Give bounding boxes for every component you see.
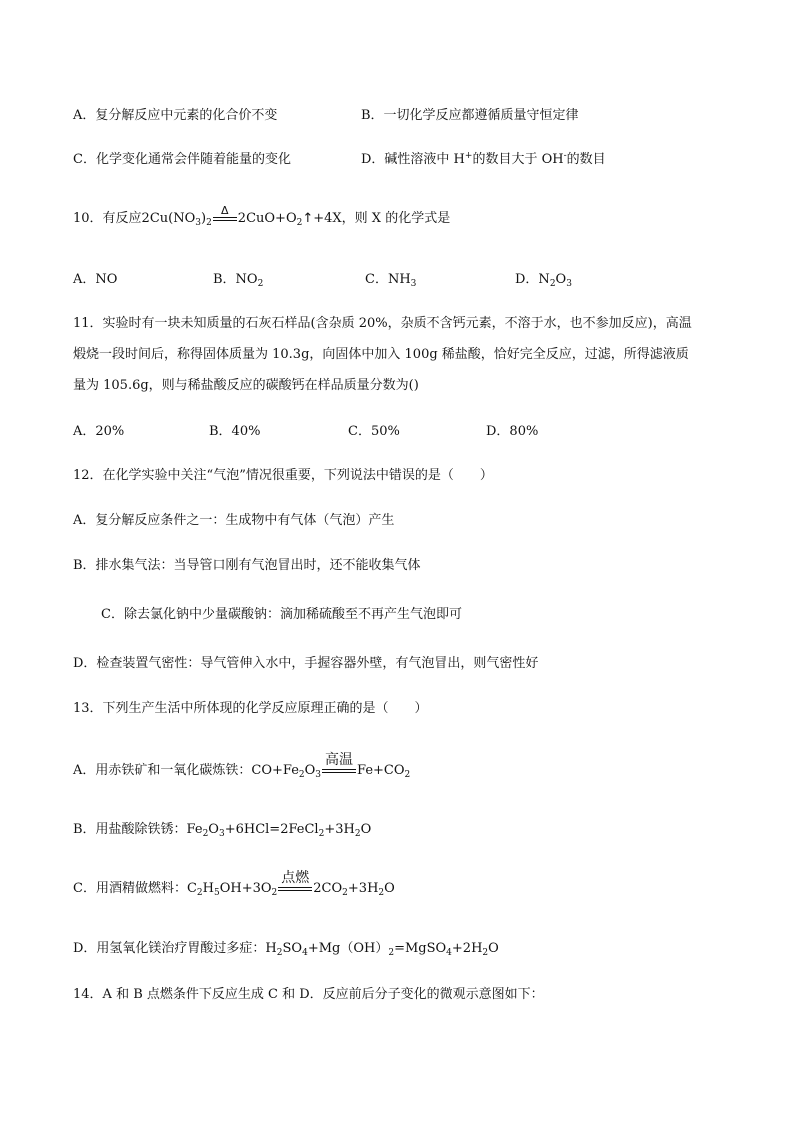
q12-option-c: C．除去氯化钠中少量碳酸钠：滴加稀硫酸至不再产生气泡即可 xyxy=(101,607,462,622)
q13-c-condition xyxy=(278,869,312,894)
q13-option-a xyxy=(73,751,411,780)
q12-option-d: D．检查装置气密性：导气管伸入水中，手握容器外壁，有气泡冒出，则气密性好 xyxy=(73,656,539,671)
q11-option-a: A．20% xyxy=(73,424,125,439)
q12-option-b: B．排水集气法：当导管口刚有气泡冒出时，还不能收集气体 xyxy=(73,558,421,573)
q10-stem-post: ，则 X 的化学式是 xyxy=(341,211,451,226)
q10-d-pre: D．N xyxy=(515,272,550,287)
q13-b-m2: +6HCl=2FeCl xyxy=(224,822,319,837)
q13-c-m4: +3H xyxy=(347,881,379,896)
q12-option-a: A．复分解反应条件之一：生成物中有气体（气泡）产生 xyxy=(73,513,395,528)
q13-b-m3: +3H xyxy=(324,822,355,837)
q13-d-s2: 4 xyxy=(302,948,308,958)
q13-b-s4: 2 xyxy=(354,829,361,839)
q13-option-b xyxy=(73,818,371,839)
q13-a-s3: 2 xyxy=(404,770,411,780)
q10-condition xyxy=(213,203,237,224)
q13-c-m2: OH+3O xyxy=(219,881,272,896)
q13-a-pre: A．用赤铁矿和一氧化碳炼铁：CO+Fe xyxy=(73,763,299,778)
q13-c-pre: C．用酒精做燃料：C xyxy=(73,881,197,896)
q10-option-d xyxy=(515,268,572,289)
q10-b-pre: B．NO xyxy=(213,272,258,287)
q10-stem-pre: 10．有反应 xyxy=(73,211,142,226)
q13-option-d xyxy=(73,937,499,958)
q10-d-sub2: 3 xyxy=(566,279,572,289)
q10-product1: 2CuO+O xyxy=(237,211,297,226)
q13-b-pre: B．用盐酸除铁锈：Fe xyxy=(73,822,203,837)
q13-d-m1: SO xyxy=(282,941,303,956)
q13-c-s5: 2 xyxy=(378,888,385,898)
q13-a-condition-text: 高温 xyxy=(325,751,354,768)
q13-d-m4: +2H xyxy=(451,941,483,956)
q13-a-m1: O xyxy=(304,763,316,778)
q13-d-m2: +Mg（OH） xyxy=(307,941,389,956)
q9-d-sup2: - xyxy=(563,151,567,161)
q13-c-s3: 2 xyxy=(271,888,278,898)
q9-option-d xyxy=(361,148,606,167)
q11-line-3: 量为 105.6g，则与稀盐酸反应的碳酸钙在样品质量分数为() xyxy=(73,378,419,393)
q13-d-post: O xyxy=(488,941,499,956)
q9-option-c: C．化学变化通常会伴随着能量的变化 xyxy=(73,152,291,167)
q10-c-sub: 3 xyxy=(410,279,417,289)
q10-d-mid: O xyxy=(555,272,567,287)
q11-option-d: D．80% xyxy=(486,424,539,439)
q13-a-post: Fe+CO xyxy=(357,763,405,778)
q10-stem xyxy=(73,203,451,228)
q13-d-s1: 2 xyxy=(276,948,283,958)
q13-c-s2: 5 xyxy=(213,888,220,898)
q10-option-b xyxy=(213,268,263,289)
q12-stem: 12．在化学实验中关注“气泡”情况很重要，下列说法中错误的是（ ） xyxy=(73,468,493,483)
q10-paren: ) xyxy=(200,211,207,226)
q13-b-s1: 2 xyxy=(202,829,209,839)
q13-d-m3: =MgSO xyxy=(394,941,447,956)
q13-c-post: O xyxy=(384,881,395,896)
q10-product2: +4X xyxy=(313,211,342,226)
q10-product1-sub: 2 xyxy=(296,218,303,228)
q13-stem: 13．下列生产生活中所体现的化学反应原理正确的是（ ） xyxy=(73,701,428,716)
q10-condition-text: Δ xyxy=(221,203,229,217)
q13-c-s4: 2 xyxy=(342,888,348,898)
q10-up-arrow-icon: ↑ xyxy=(302,211,314,226)
q13-b-s2: 3 xyxy=(218,829,225,839)
q10-d-sub1: 2 xyxy=(549,279,556,289)
q13-d-s4: 4 xyxy=(446,948,452,958)
q9-option-b: B．一切化学反应都遵循质量守恒定律 xyxy=(361,108,579,123)
q10-option-c xyxy=(365,268,416,289)
q13-option-c xyxy=(73,869,395,898)
q13-b-s3: 2 xyxy=(318,829,325,839)
q9-d-post: 的数目 xyxy=(566,152,606,167)
q9-option-a: A．复分解反应中元素的化合价不变 xyxy=(73,108,278,123)
q11-option-c: C．50% xyxy=(348,424,400,439)
q13-d-s5: 2 xyxy=(482,948,489,958)
q10-sub2: 2 xyxy=(206,218,212,228)
q10-b-sub: 2 xyxy=(257,279,264,289)
q13-a-condition xyxy=(322,751,356,776)
q11-option-b: B．40% xyxy=(209,424,261,439)
q13-b-post: O xyxy=(360,822,372,837)
q13-c-m1: H xyxy=(202,881,214,896)
q13-c-condition-text: 点燃 xyxy=(281,869,310,886)
q13-a-s2: 3 xyxy=(315,770,322,780)
q11-line-2: 煅烧一段时间后，称得固体质量为 10.3g，向固体中加入 100g 稀盐酸，恰好完全反应，过滤，所得滤液质 xyxy=(73,347,689,362)
q10-c-pre: C．NH xyxy=(365,272,411,287)
q9-d-sup1: + xyxy=(464,151,473,161)
q13-c-m3: 2CO xyxy=(313,881,343,896)
q13-c-s1: 2 xyxy=(196,888,203,898)
q13-b-m1: O xyxy=(208,822,219,837)
q13-a-s1: 2 xyxy=(298,770,305,780)
q10-reactant: 2Cu(NO xyxy=(141,211,196,226)
q10-option-a: A．NO xyxy=(73,272,118,287)
q9-d-pre: D．碱性溶液中 H xyxy=(361,152,465,167)
q11-line-1: 11．实验时有一块未知质量的石灰石样品(含杂质 20%，杂质不含钙元素，不溶于水，也不参加反应)，高温 xyxy=(73,316,692,331)
q9-d-mid: 的数目大于 OH xyxy=(472,152,564,167)
q10-sub3: 3 xyxy=(195,218,201,228)
q14-stem: 14．A 和 B 点燃条件下反应生成 C 和 D．反应前后分子变化的微观示意图如下： xyxy=(73,987,544,1002)
q13-d-pre: D．用氢氧化镁治疗胃酸过多症：H xyxy=(73,941,277,956)
q13-d-s3: 2 xyxy=(388,948,395,958)
